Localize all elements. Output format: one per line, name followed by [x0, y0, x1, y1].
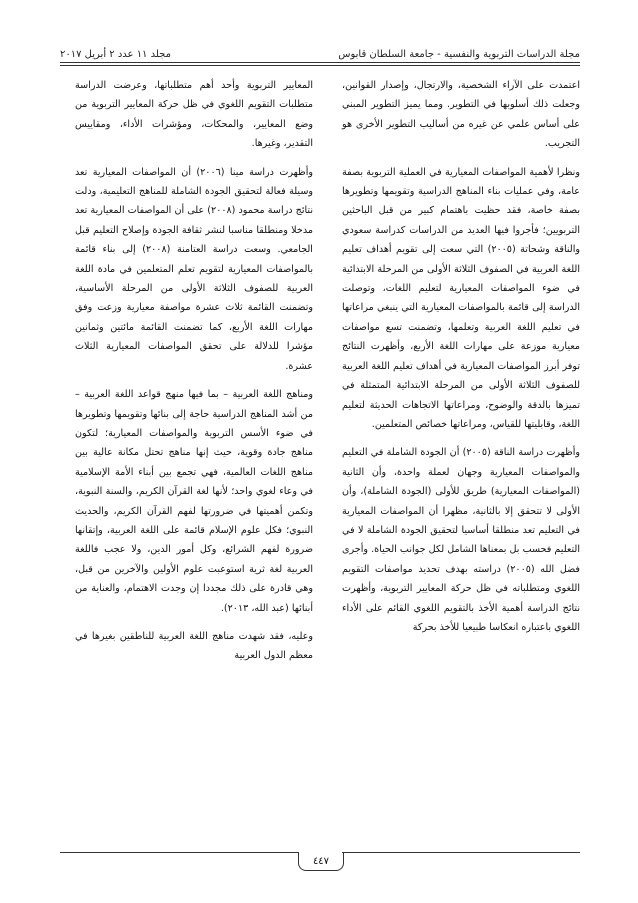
paragraph: المعايير التربوية وأحد أهم متطلباتها، وعرضت الدراسة متطلبات التقويم اللغوي في ظل حركة المعايير التربوية من وضع المعايير، والمحكات، ومؤشرات الأداء، ومقاييس التقدير، وغيرها. — [75, 80, 313, 150]
paragraph: ومناهج اللغة العربية – بما فيها منهج قواعد اللغة العربية – من أشد المناهج الدراسية حاجة إلى بنائها وتقويمها وتطويرها في ضوء الأسس التربوية والمواصفات المعيارية؛ لتكون مناهج جادة وقوية، حيث إنها مناهج تحتل مكانة عالية بين مناهج اللغات العالمية، فهي تجمع بين أبناء الأمة الإسلامية في وعاء لغوي واحد؛ لأنها لغة القرآن الكريم، والسنة النبوية، وتكمن أهميتها في ضرورتها لفهم القرآن الكريم، والحديث النبوي؛ فكل علوم الإسلام قائمة على اللغة العربية، وإتقانها ضرورة لفهم الشرائع، وكل أمور الدين، ولا عجب فاللغة العربية لغة ثرية استوعبت علوم الأولين والآخرين من قبل، وهي قادرة على ذلك مجددا إن وجدت الاهتمام، والعناية من أبنائها (عبد الله، ٢٠١٣). — [75, 389, 313, 614]
paragraph: وعليه، فقد شهدت مناهج اللغة العربية للناطقين بغيرها في معظم الدول العربية — [75, 630, 313, 662]
paragraph: وأظهرت دراسة مينا (٢٠٠٦) أن المواصفات المعيارية تعد وسيلة فعالة لتحقيق الجودة الشاملة للمناهج التعليمية، ودلت نتائج دراسة محمود (٢٠٠٨) على أن المواصفات المعيارية تعد مدخلا ومنطلقا مناسبا لنشر ثقافة الجودة وإصلاح التعليم قبل الجامعي. وسعت دراسة العتامنة (٢٠٠٨) إلى بناء قائمة بالمواصفات المعيارية لتقويم تعلم المتعلمين في مادة اللغة العربية للصفوف الثلاثة الأولى من المرحلة الأساسية، وتضمنت القائمة ثلاث عشرة مواصفة معيارية وزعت وفق مهارات اللغة الأربع، كما تضمنت القائمة مائتين وثمانين مؤشرا للدلالة على تحقق المواصفات المعيارية الثلاث عشرة. — [75, 166, 313, 372]
header-rule-bottom — [60, 65, 580, 66]
header-rule-top — [60, 62, 580, 63]
paragraph: وأظهرت دراسة الناقة (٢٠٠٥) أن الجودة الشاملة في التعليم والمواصفات المعيارية وجهان لعملة واحدة، وأن الثانية (المواصفات المعيارية) طريق للأولى (الجودة الشاملة)، وأن الأولى لا تتحقق إلا بالثانية، مظهرا أن المواصفات المعيارية في التعليم تعد منطلقا أساسيا لتحقيق الجودة الشاملة لا في التعليم فحسب بل بمعناها الشامل لكل جوانب الحياة. وأجرى فضل الله (٢٠٠٥) دراسته بهدف تحديد مواصفات التقويم اللغوي ومتطلباته في ظل حركة المعايير التربوية، وأظهرت نتائج الدراسة أهمية الأخذ بالتقويم اللغوي القائم على الأداء اللغوي باعتباره انعكاسا طبيعيا للأخذ بحركة — [342, 447, 581, 633]
paragraph: اعتمدت على الآراء الشخصية، والارتجال، وإصدار القوانين، وجعلت ذلك أسلوبها في التطوير. ومما يميز التطوير المبني على أساس علمي عن غيره من أساليب التطوير الأخرى هو التجريب. — [342, 80, 580, 150]
paragraph: ونظرا لأهمية المواصفات المعيارية في العملية التربوية بصفة عامة، وفي عمليات بناء المناهج الدراسية وتقويمها وتطويرها بصفة خاصة، فقد حظيت باهتمام كبير من قبل الباحثين التربويين؛ فأجروا فيها العديد من الدراسات كدراسة سعودي والناقة وشحاتة (٢٠٠٥) التي سعت إلى تقويم أهداف تعليم اللغة العربية في الصفوف الثلاثة الأولى من المرحلة الابتدائية في ضوء المواصفات المعيارية لتعليم اللغات، وتوصلت الدراسة إلى قائمة بالمواصفات المعيارية التي ينبغي مراعاتها في تعليم اللغة العربية وتعلمها، وتضمنت تسع مواصفات معيارية موزعة على مهارات اللغة الأربع، وأظهرت النتائج توفر أبرز المواصفات المعيارية في أهداف تعليم اللغة العربية للصفوف الثلاثة الأولى من المرحلة الابتدائية المتمثلة في تميزها بالدقة والوضوح، ومراعاتها الاتجاهات الحديثة لتعليم اللغة، وقابليتها للقياس، ومراعاتها خصائص المتعلمين. — [342, 166, 580, 430]
journal-title: مجلة الدراسات التربوية والنفسية - جامعة السلطان قابوس — [338, 49, 580, 60]
issue-info: مجلد ١١ عدد ٢ أبريل ٢٠١٧ — [60, 49, 171, 60]
running-header — [60, 40, 580, 60]
right-column — [342, 76, 580, 646]
left-column — [75, 76, 313, 675]
page-number: ٤٤٧ — [298, 852, 344, 871]
footer-rule-right — [342, 852, 580, 853]
footer-rule-left — [60, 852, 298, 853]
